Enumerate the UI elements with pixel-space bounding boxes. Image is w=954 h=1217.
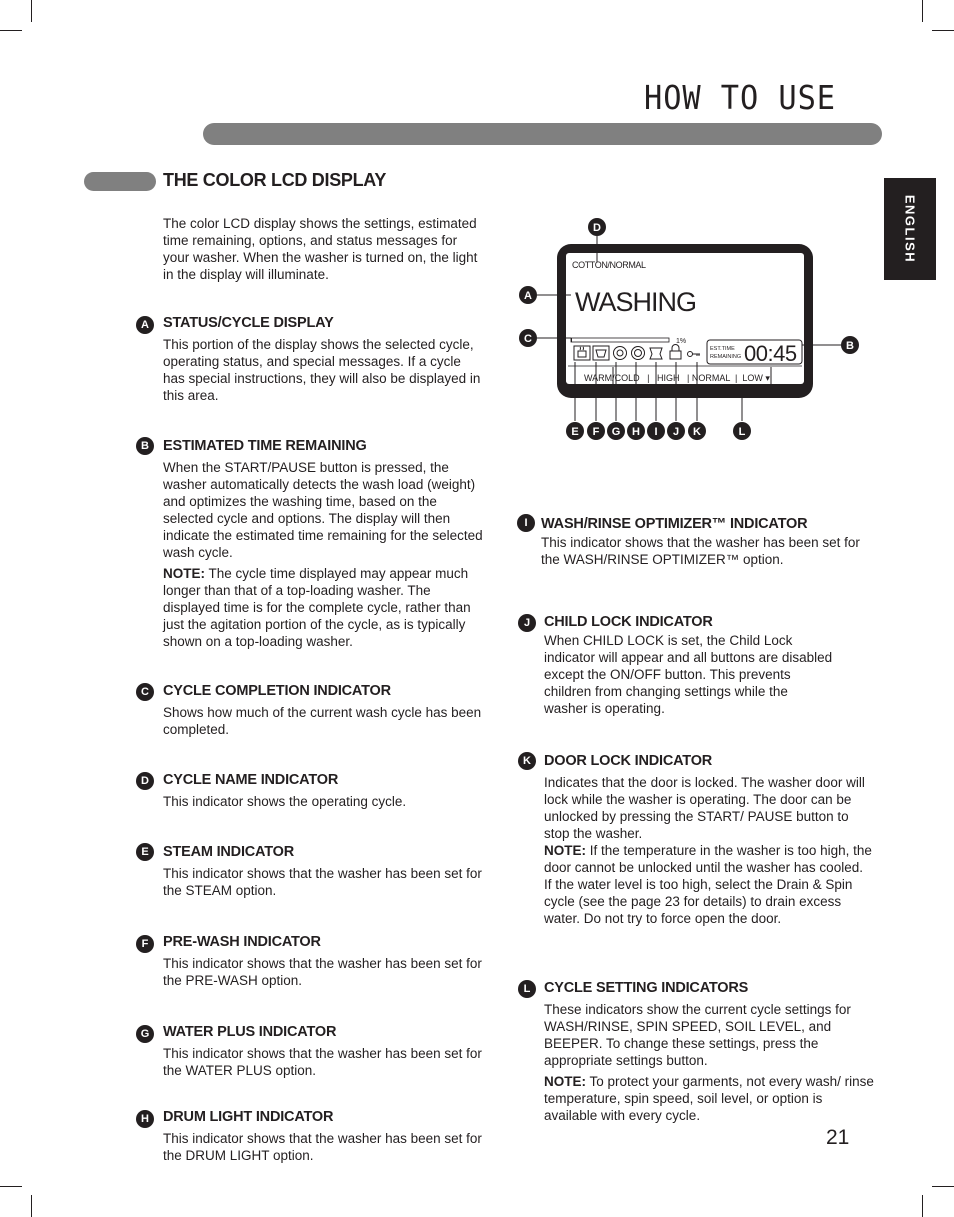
- page-header-title: HOW TO USE: [644, 78, 836, 117]
- item-title: CYCLE NAME INDICATOR: [163, 772, 339, 788]
- item-body: This indicator shows that the washer has been set for the WASH/RINSE OPTIMIZER™ option.: [541, 535, 860, 567]
- badge-d: D: [136, 772, 154, 790]
- badge-i: I: [517, 514, 535, 532]
- note-text: The cycle time displayed may appear much longer than that of a top-loading washer. The displayed time is for the complete cycle, rather than just the agitation portion of the cycle, as is typically shown on a top-loading washer.: [163, 566, 471, 649]
- item-body: This indicator shows that the washer has been set for the DRUM LIGHT option.: [163, 1131, 482, 1163]
- item-body: This indicator shows the operating cycle.: [163, 794, 407, 809]
- progress-label: 1%: [676, 338, 687, 345]
- item-title: DRUM LIGHT INDICATOR: [163, 1109, 334, 1125]
- crop-mark: [31, 1195, 32, 1217]
- item-body: This indicator shows that the washer has been set for the PRE-WASH option.: [163, 956, 482, 988]
- language-tab-label: ENGLISH: [902, 194, 918, 264]
- item-note: [163, 565, 485, 650]
- badge-a: A: [136, 316, 154, 334]
- callout-k-label: K: [693, 426, 701, 438]
- item-k: [523, 752, 874, 927]
- callout-i-label: I: [654, 426, 658, 438]
- note-text: If the temperature in the washer is too high, the door cannot be unlocked until the washer has cooled. If the water level is too high, select the Drain & Spin cycle (see the page 23 for details) to drain excess water. Do not try to force open the door.: [544, 843, 872, 926]
- badge-l: L: [518, 980, 536, 998]
- badge-c: C: [136, 683, 154, 701]
- badge-b: B: [136, 437, 154, 455]
- item-body: Shows how much of the current wash cycle has been completed.: [163, 705, 482, 737]
- badge-h: H: [136, 1110, 154, 1128]
- item-d: [141, 771, 483, 810]
- item-body: These indicators show the current cycle settings for WASH/RINSE, SPIN SPEED, SOIL LEVEL, and BEEPER. To change these settings, press the appropriate settings button.: [544, 1002, 851, 1068]
- item-l: [523, 979, 876, 1124]
- item-title: DOOR LOCK INDICATOR: [544, 753, 713, 769]
- callout-j-label: J: [672, 426, 680, 438]
- crop-mark: [932, 1186, 954, 1187]
- est-time-label-2: REMAINING: [710, 354, 742, 360]
- page-number: 21: [826, 1126, 850, 1149]
- callout-a-label: A: [524, 290, 532, 302]
- callout-h-label: H: [632, 426, 640, 438]
- callout-d-label: D: [593, 222, 601, 234]
- crop-mark: [0, 1186, 22, 1187]
- badge-f: F: [136, 935, 154, 953]
- item-title: WASH/RINSE OPTIMIZER™ INDICATOR: [541, 516, 808, 532]
- item-b: [141, 437, 485, 650]
- item-title: ESTIMATED TIME REMAINING: [163, 438, 367, 454]
- item-body: When the START/PAUSE button is pressed, the washer automatically detects the wash load (weight) and optimizes the washing time, based on the selected cycle and options. The display will then indicate the estimated time remaining for the selected wash cycle.: [163, 460, 483, 560]
- item-body: This indicator shows that the washer has been set for the STEAM option.: [163, 866, 482, 898]
- item-j: [523, 613, 834, 717]
- item-title: WATER PLUS INDICATOR: [163, 1024, 337, 1040]
- lcd-status: WASHING: [575, 287, 696, 317]
- item-body: This indicator shows that the washer has been set for the WATER PLUS option.: [163, 1046, 482, 1078]
- est-time-label-1: EST.TIME: [710, 346, 735, 352]
- item-title: CYCLE SETTING INDICATORS: [544, 980, 749, 996]
- callout-e-label: E: [571, 426, 579, 438]
- callout-b-label: B: [846, 340, 854, 352]
- lcd-cycle-name: COTTON/NORMAL: [572, 260, 646, 270]
- callout-l-label: L: [738, 426, 746, 438]
- item-title: CYCLE COMPLETION INDICATOR: [163, 683, 391, 699]
- lcd-settings-row: WARM/COLD | HIGH | NORMAL | LOW ▾: [584, 373, 770, 383]
- callout-c-label: C: [524, 333, 532, 345]
- item-e: [141, 843, 483, 899]
- note-label: NOTE:: [544, 1074, 586, 1089]
- note-label: NOTE:: [163, 566, 205, 581]
- badge-k: K: [518, 752, 536, 770]
- item-title: CHILD LOCK INDICATOR: [544, 614, 713, 630]
- note-text: To protect your garments, not every wash/ rinse temperature, spin speed, soil level, or option is available with every cycle.: [544, 1074, 874, 1123]
- callout-g-label: G: [611, 426, 621, 438]
- item-g: [140, 1023, 483, 1079]
- item-f: [141, 933, 483, 989]
- callout-f-label: F: [592, 426, 600, 438]
- item-title: STEAM INDICATOR: [163, 844, 294, 860]
- badge-g: G: [136, 1025, 154, 1043]
- section-title: THE COLOR LCD DISPLAY: [163, 170, 387, 190]
- item-body: Indicates that the door is locked. The washer door will lock while the washer is operating. The door can be unlocked by pressing the START/ PAUSE button to stop the washer.: [544, 775, 865, 841]
- item-body: This portion of the display shows the selected cycle, operating status, and special messages. If a cycle has special instructions, they will also be displayed in this area.: [163, 337, 481, 403]
- item-title: PRE-WASH INDICATOR: [163, 934, 321, 950]
- badge-e: E: [136, 843, 154, 861]
- item-title: STATUS/CYCLE DISPLAY: [163, 315, 334, 331]
- progress-fill: [571, 338, 572, 342]
- item-i: [524, 515, 871, 568]
- item-note: [544, 1073, 876, 1124]
- item-h: [141, 1108, 483, 1164]
- lcd-time: 00:45: [744, 341, 797, 366]
- badge-j: J: [518, 614, 536, 632]
- item-c: [141, 682, 483, 738]
- note-label: NOTE:: [544, 843, 586, 858]
- item-note: [544, 842, 874, 927]
- crop-mark: [922, 1195, 923, 1217]
- item-body: When CHILD LOCK is set, the Child Lock indicator will appear and all buttons are disabled except the ON/OFF button. This prevents children from changing settings while the washer is operating.: [544, 633, 833, 716]
- intro-paragraph: The color LCD display shows the settings, estimated time remaining, options, and status messages for your washer. When the washer is turned on, the light in the display will illuminate.: [163, 216, 478, 282]
